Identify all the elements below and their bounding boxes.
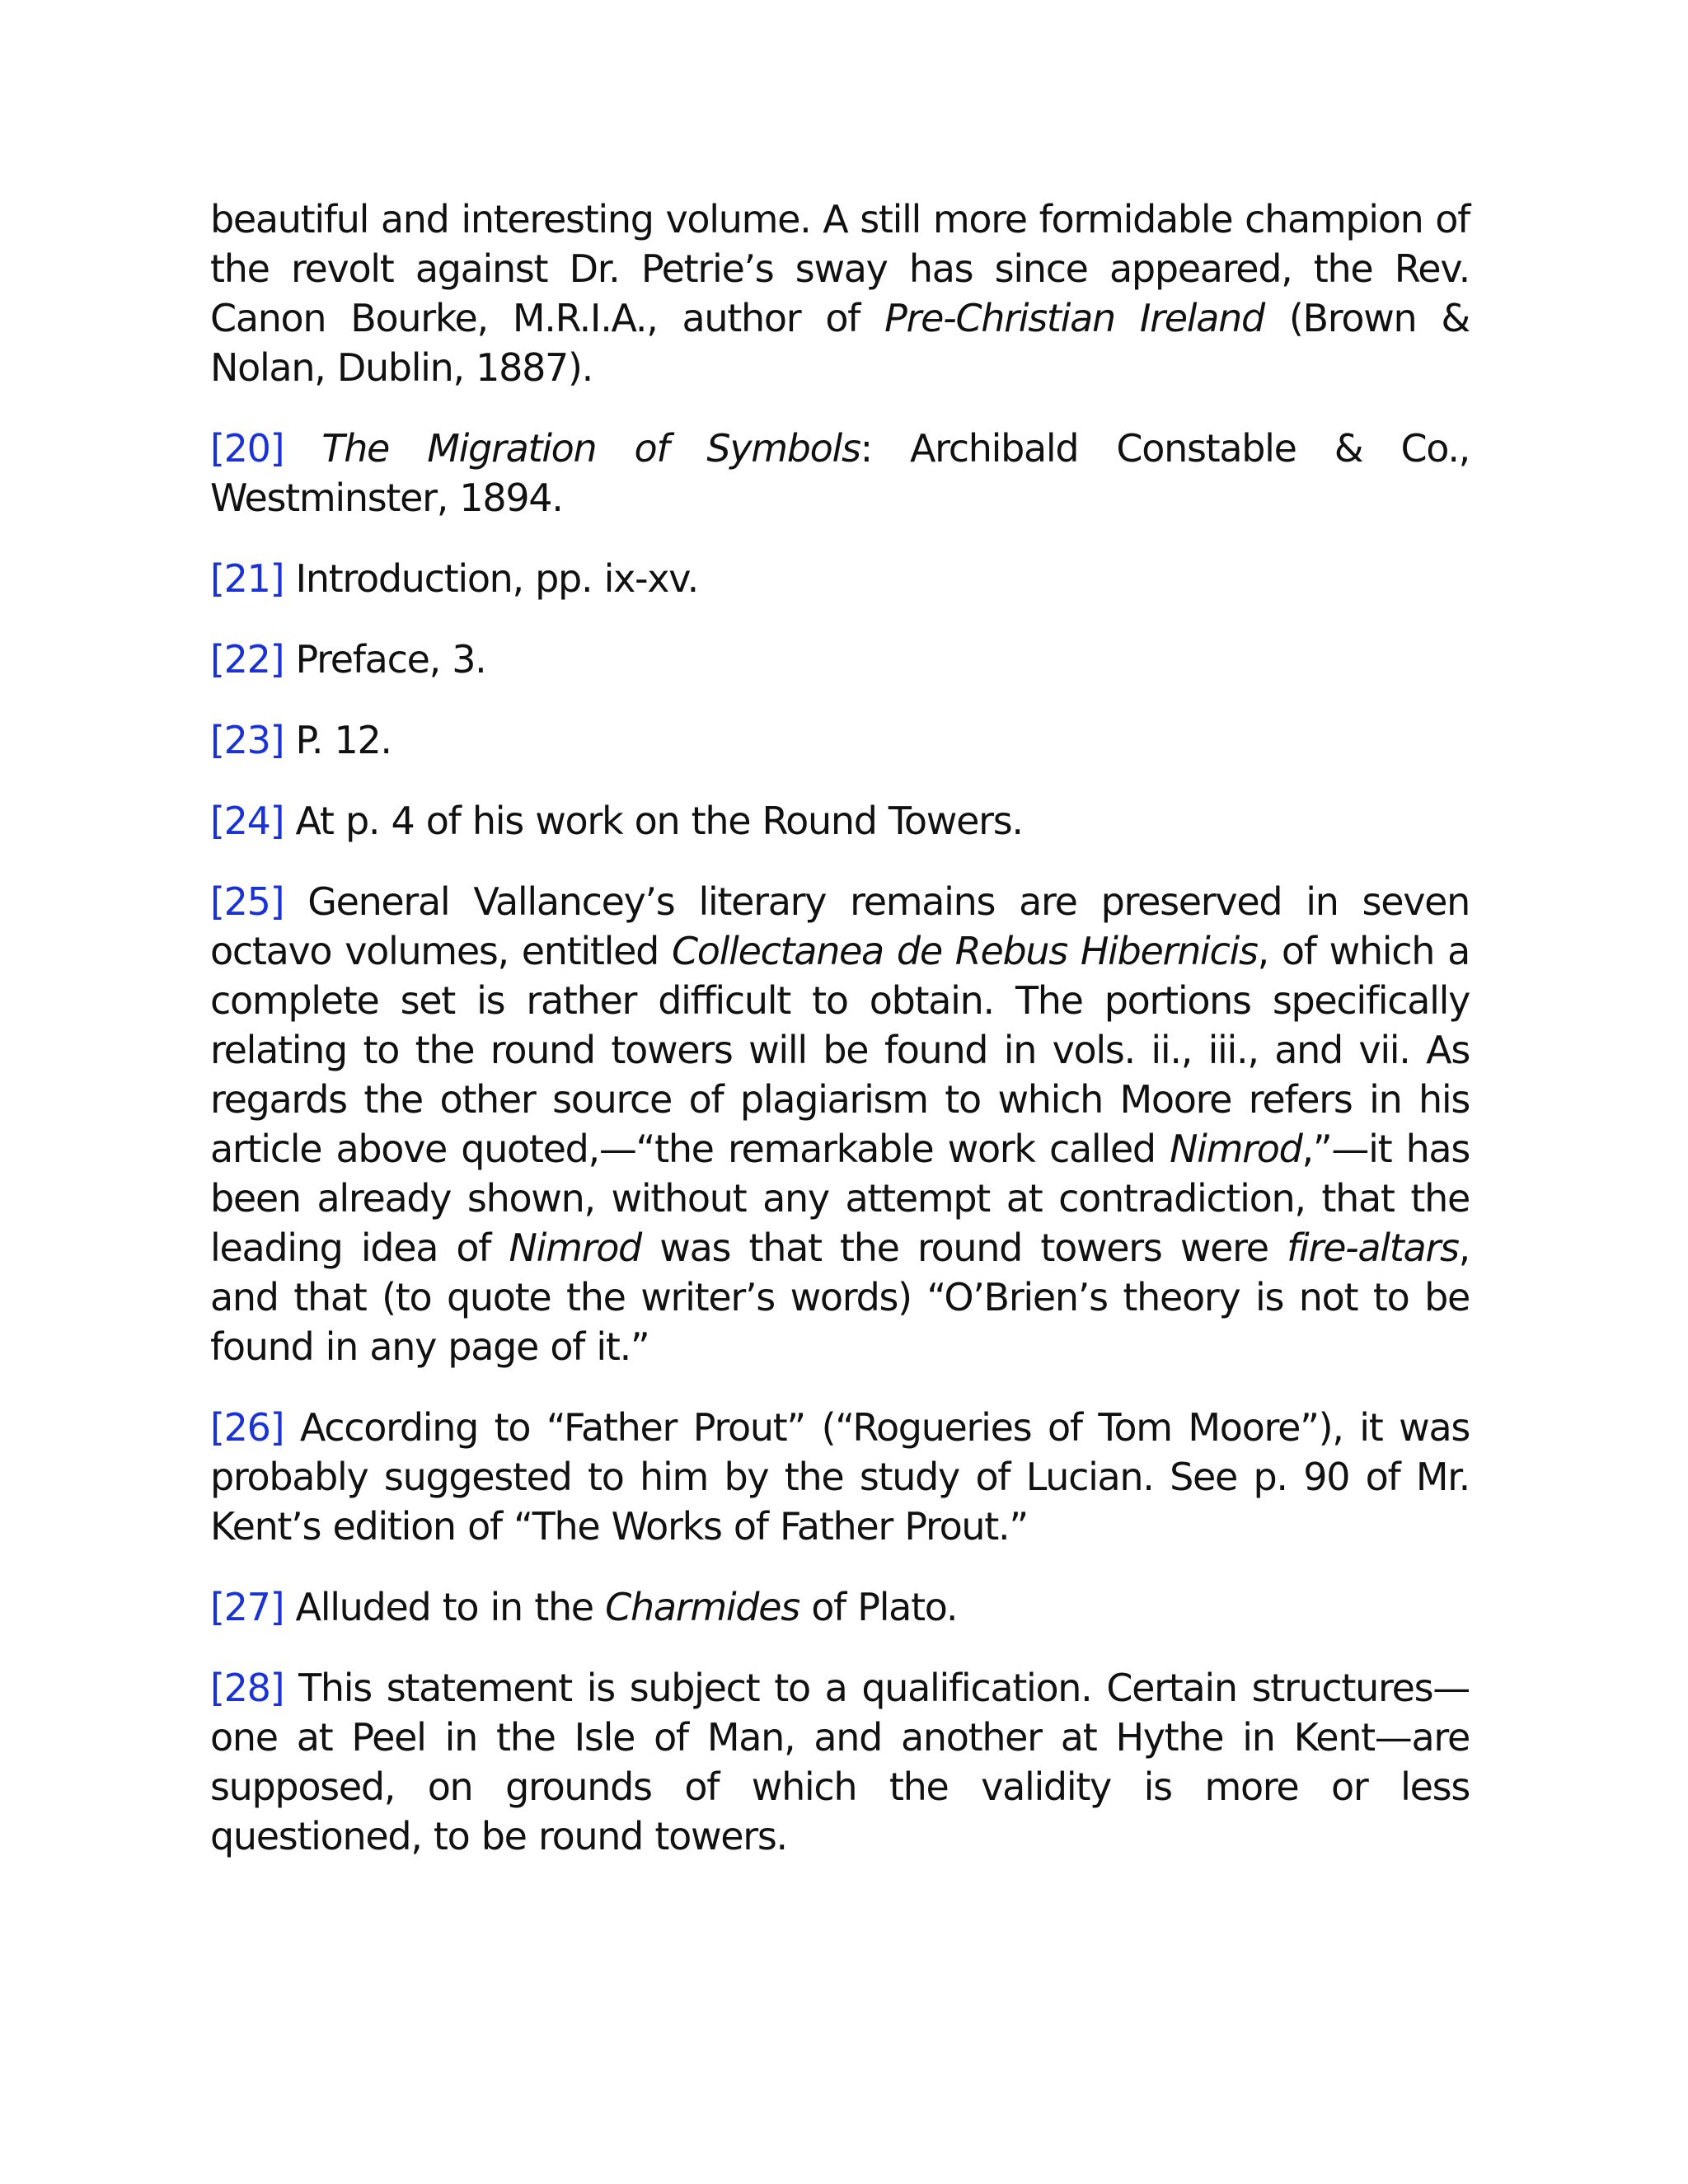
text-run: of Plato. — [799, 1585, 958, 1629]
footnote-ref-link[interactable]: [23] — [210, 718, 284, 762]
footnote-27 — [210, 1582, 1470, 1632]
text-run: (Brown & Nolan, Dublin, 1887). — [210, 296, 1470, 390]
text-run: was that the round towers were — [640, 1226, 1287, 1270]
footnote-ref-link[interactable]: [28] — [210, 1666, 284, 1710]
book-title-italic: Collectanea de Rebus Hibernicis — [671, 929, 1258, 973]
footnote-ref-link[interactable]: [27] — [210, 1585, 284, 1629]
text-run: : Archibald Constable & Co., Westminster, 1894. — [210, 426, 1470, 520]
book-title-italic: Charmides — [605, 1585, 799, 1629]
paragraph-continuation — [210, 194, 1470, 392]
text-run: Alluded to in the — [284, 1585, 606, 1629]
footnote-20 — [210, 424, 1470, 523]
footnote-ref-link[interactable]: [25] — [210, 879, 284, 924]
text-run: , and that (to quote the writer’s words) “O’Brien’s theory is not to be found in any page of it.” — [210, 1226, 1470, 1369]
text-run: At p. 4 of his work on the Round Towers. — [284, 799, 1023, 843]
book-title-italic: The Migration of Symbols — [321, 426, 860, 471]
footnote-ref-link[interactable]: [26] — [210, 1405, 284, 1450]
emphasis-italic: fire-altars — [1287, 1226, 1459, 1270]
footnote-ref-link[interactable]: [21] — [210, 556, 284, 601]
book-title-italic: Nimrod — [509, 1226, 641, 1270]
footnote-ref-link[interactable]: [22] — [210, 637, 284, 682]
footnotes-page — [210, 194, 1470, 1892]
text-run: Preface, 3. — [284, 637, 486, 682]
footnote-28 — [210, 1663, 1470, 1861]
footnote-22 — [210, 635, 1470, 684]
text-run — [284, 426, 321, 471]
text-run: ,”—it has been already shown, without any attempt at contradiction, that the leading idea of — [210, 1127, 1470, 1270]
footnote-26 — [210, 1403, 1470, 1551]
footnote-23 — [210, 715, 1470, 765]
text-run: beautiful and interesting volume. A still more formidable champion of the revolt against Dr. Petrie’s sway has since appeared, the Rev. Canon Bourke, M.R.I.A., author of — [210, 197, 1470, 340]
text-run: General Vallancey’s literary remains are preserved in seven octavo volumes, entitled — [210, 879, 1470, 973]
text-run: According to “Father Prout” (“Rogueries of Tom Moore”), it was probably suggested to him by the study of Lucian. See p. 90 of Mr. Kent’s edition of “The Works of Father Prout.” — [210, 1405, 1470, 1549]
book-title-italic: Pre-Christian Ireland — [884, 296, 1264, 340]
footnote-21 — [210, 554, 1470, 603]
text-run: This statement is subject to a qualification. Certain structures—one at Peel in the Isle of Man, and another at Hythe in Kent—are supposed, on grounds of which the validity is more or less questioned, to be round towers. — [210, 1666, 1470, 1858]
text-run: , of which a complete set is rather difficult to obtain. The portions specifically relating to the round towers will be found in vols. ii., iii., and vii. As regards the other source of plagiarism to which Moore refers in his article above quoted,—“the remarkable work called — [210, 929, 1470, 1171]
text-run: Introduction, pp. ix-xv. — [284, 556, 698, 601]
footnote-25 — [210, 877, 1470, 1371]
footnote-ref-link[interactable]: [24] — [210, 799, 284, 843]
footnote-24 — [210, 796, 1470, 846]
book-title-italic: Nimrod — [1170, 1127, 1302, 1171]
footnote-ref-link[interactable]: [20] — [210, 426, 284, 471]
text-run: P. 12. — [284, 718, 392, 762]
